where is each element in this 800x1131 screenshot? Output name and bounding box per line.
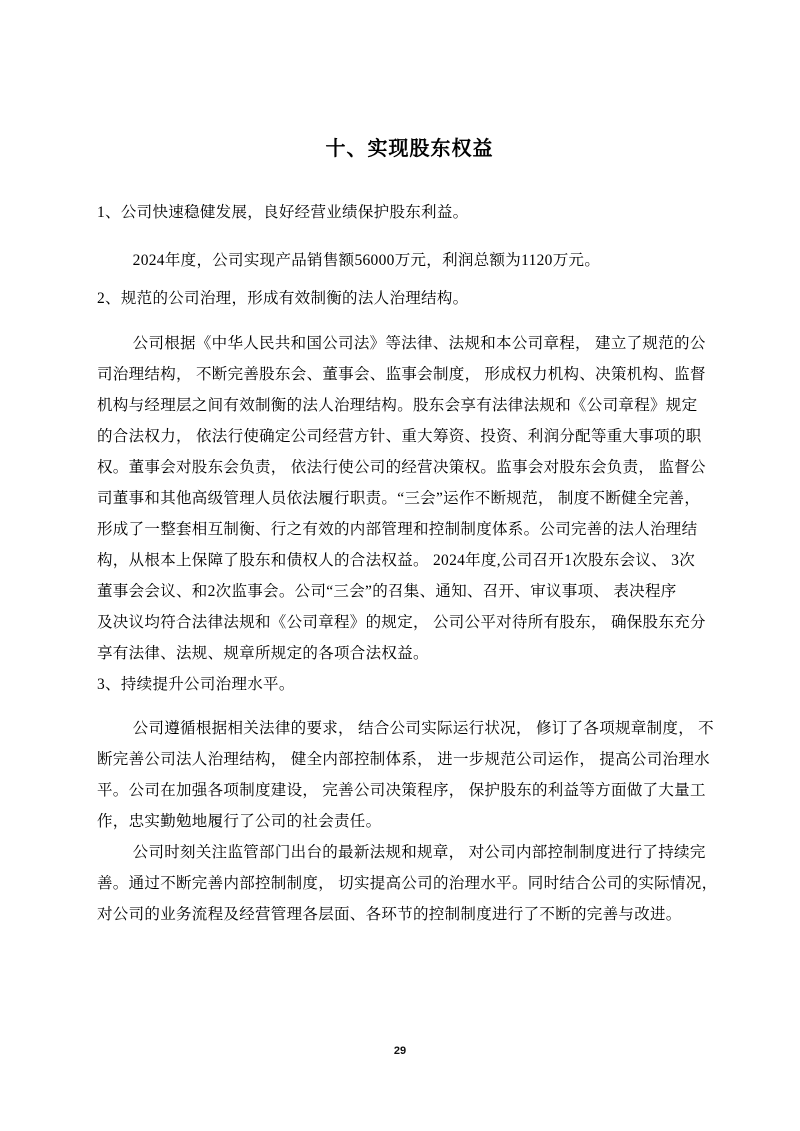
paragraph-line: 平。公司在加强各项制度建设， 完善公司决策程序， 保护股东的利益等方面做了大量工 [97, 782, 706, 799]
paragraph-line: 享有法律、法规、规章所规定的各项合法权益。 [97, 645, 429, 662]
paragraph-line: 司董事和其他高级管理人员依法履行职责。“三会”运作不断规范， 制度不断健全完善， [97, 490, 701, 507]
section-heading-2: 2、规范的公司治理，形成有效制衡的法人治理结构。 [97, 290, 469, 307]
paragraph-line: 形成了一整套相互制衡、行之有效的内部管理和控制制度体系。公司完善的法人治理结 [97, 521, 698, 538]
paragraph-line: 权。董事会对股东会负责， 依法行使公司的经营决策权。监事会对股东会负责， 监督公 [97, 459, 706, 476]
paragraph-line: 公司根据《中华人民共和国公司法》等法律、法规和本公司章程， 建立了规范的公 [132, 335, 706, 352]
paragraph-1 [97, 328, 722, 669]
stat-line: 2024年度，公司实现产品销售额56000万元，利润总额为1120万元。 [132, 252, 601, 269]
paragraph-line: 善。通过不断完善内部控制制度， 切实提高公司的治理水平。同时结合公司的实际情况， [97, 875, 718, 892]
paragraph-line: 对公司的业务流程及经营管理各层面、各环节的控制制度进行了不断的完善与改进。 [97, 906, 682, 923]
page-number: 29 [393, 1045, 407, 1057]
paragraph-line: 公司时刻关注监管部门出台的最新法规和规章， 对公司内部控制制度进行了持续完 [132, 844, 706, 861]
paragraph-line: 机构与经理层之间有效制衡的法人治理结构。股东会享有法律法规和《公司章程》规定 [97, 397, 698, 414]
document-content [97, 0, 722, 930]
paragraph-line: 董事会会议、和2次监事会。公司“三会”的召集、通知、召开、审议事项、 表决程序 [97, 583, 677, 600]
paragraph-3 [97, 837, 722, 930]
paragraph-line: 断完善公司法人治理结构， 健全内部控制体系， 进一步规范公司运作， 提高公司治理水 [97, 751, 710, 768]
paragraph-line: 的合法权力， 依法行使确定公司经营方针、重大筹资、投资、利润分配等重大事项的职 [97, 428, 702, 445]
page-title: 十、实现股东权益 [325, 138, 494, 160]
paragraph-line: 司治理结构， 不断完善股东会、董事会、监事会制度， 形成权力机构、决策机构、监督 [97, 366, 706, 383]
section-heading-1: 1、公司快速稳健发展，良好经营业绩保护股东利益。 [97, 204, 469, 221]
paragraph-line: 作，忠实勤勉地履行了公司的社会责任。 [97, 813, 382, 830]
paragraph-line: 公司遵循根据相关法律的要求， 结合公司实际运行状况， 修订了各项规章制度， 不 [132, 720, 714, 737]
paragraph-line: 构，从根本上保障了股东和债权人的合法权益。 2024年度,公司召开1次股东会议、 3次 [97, 552, 696, 569]
paragraph-2 [97, 713, 722, 837]
paragraph-line: 及决议均符合法律法规和《公司章程》的规定， 公司公平对待所有股东， 确保股东充分 [97, 614, 706, 631]
section-heading-3: 3、持续提升公司治理水平。 [97, 676, 295, 693]
